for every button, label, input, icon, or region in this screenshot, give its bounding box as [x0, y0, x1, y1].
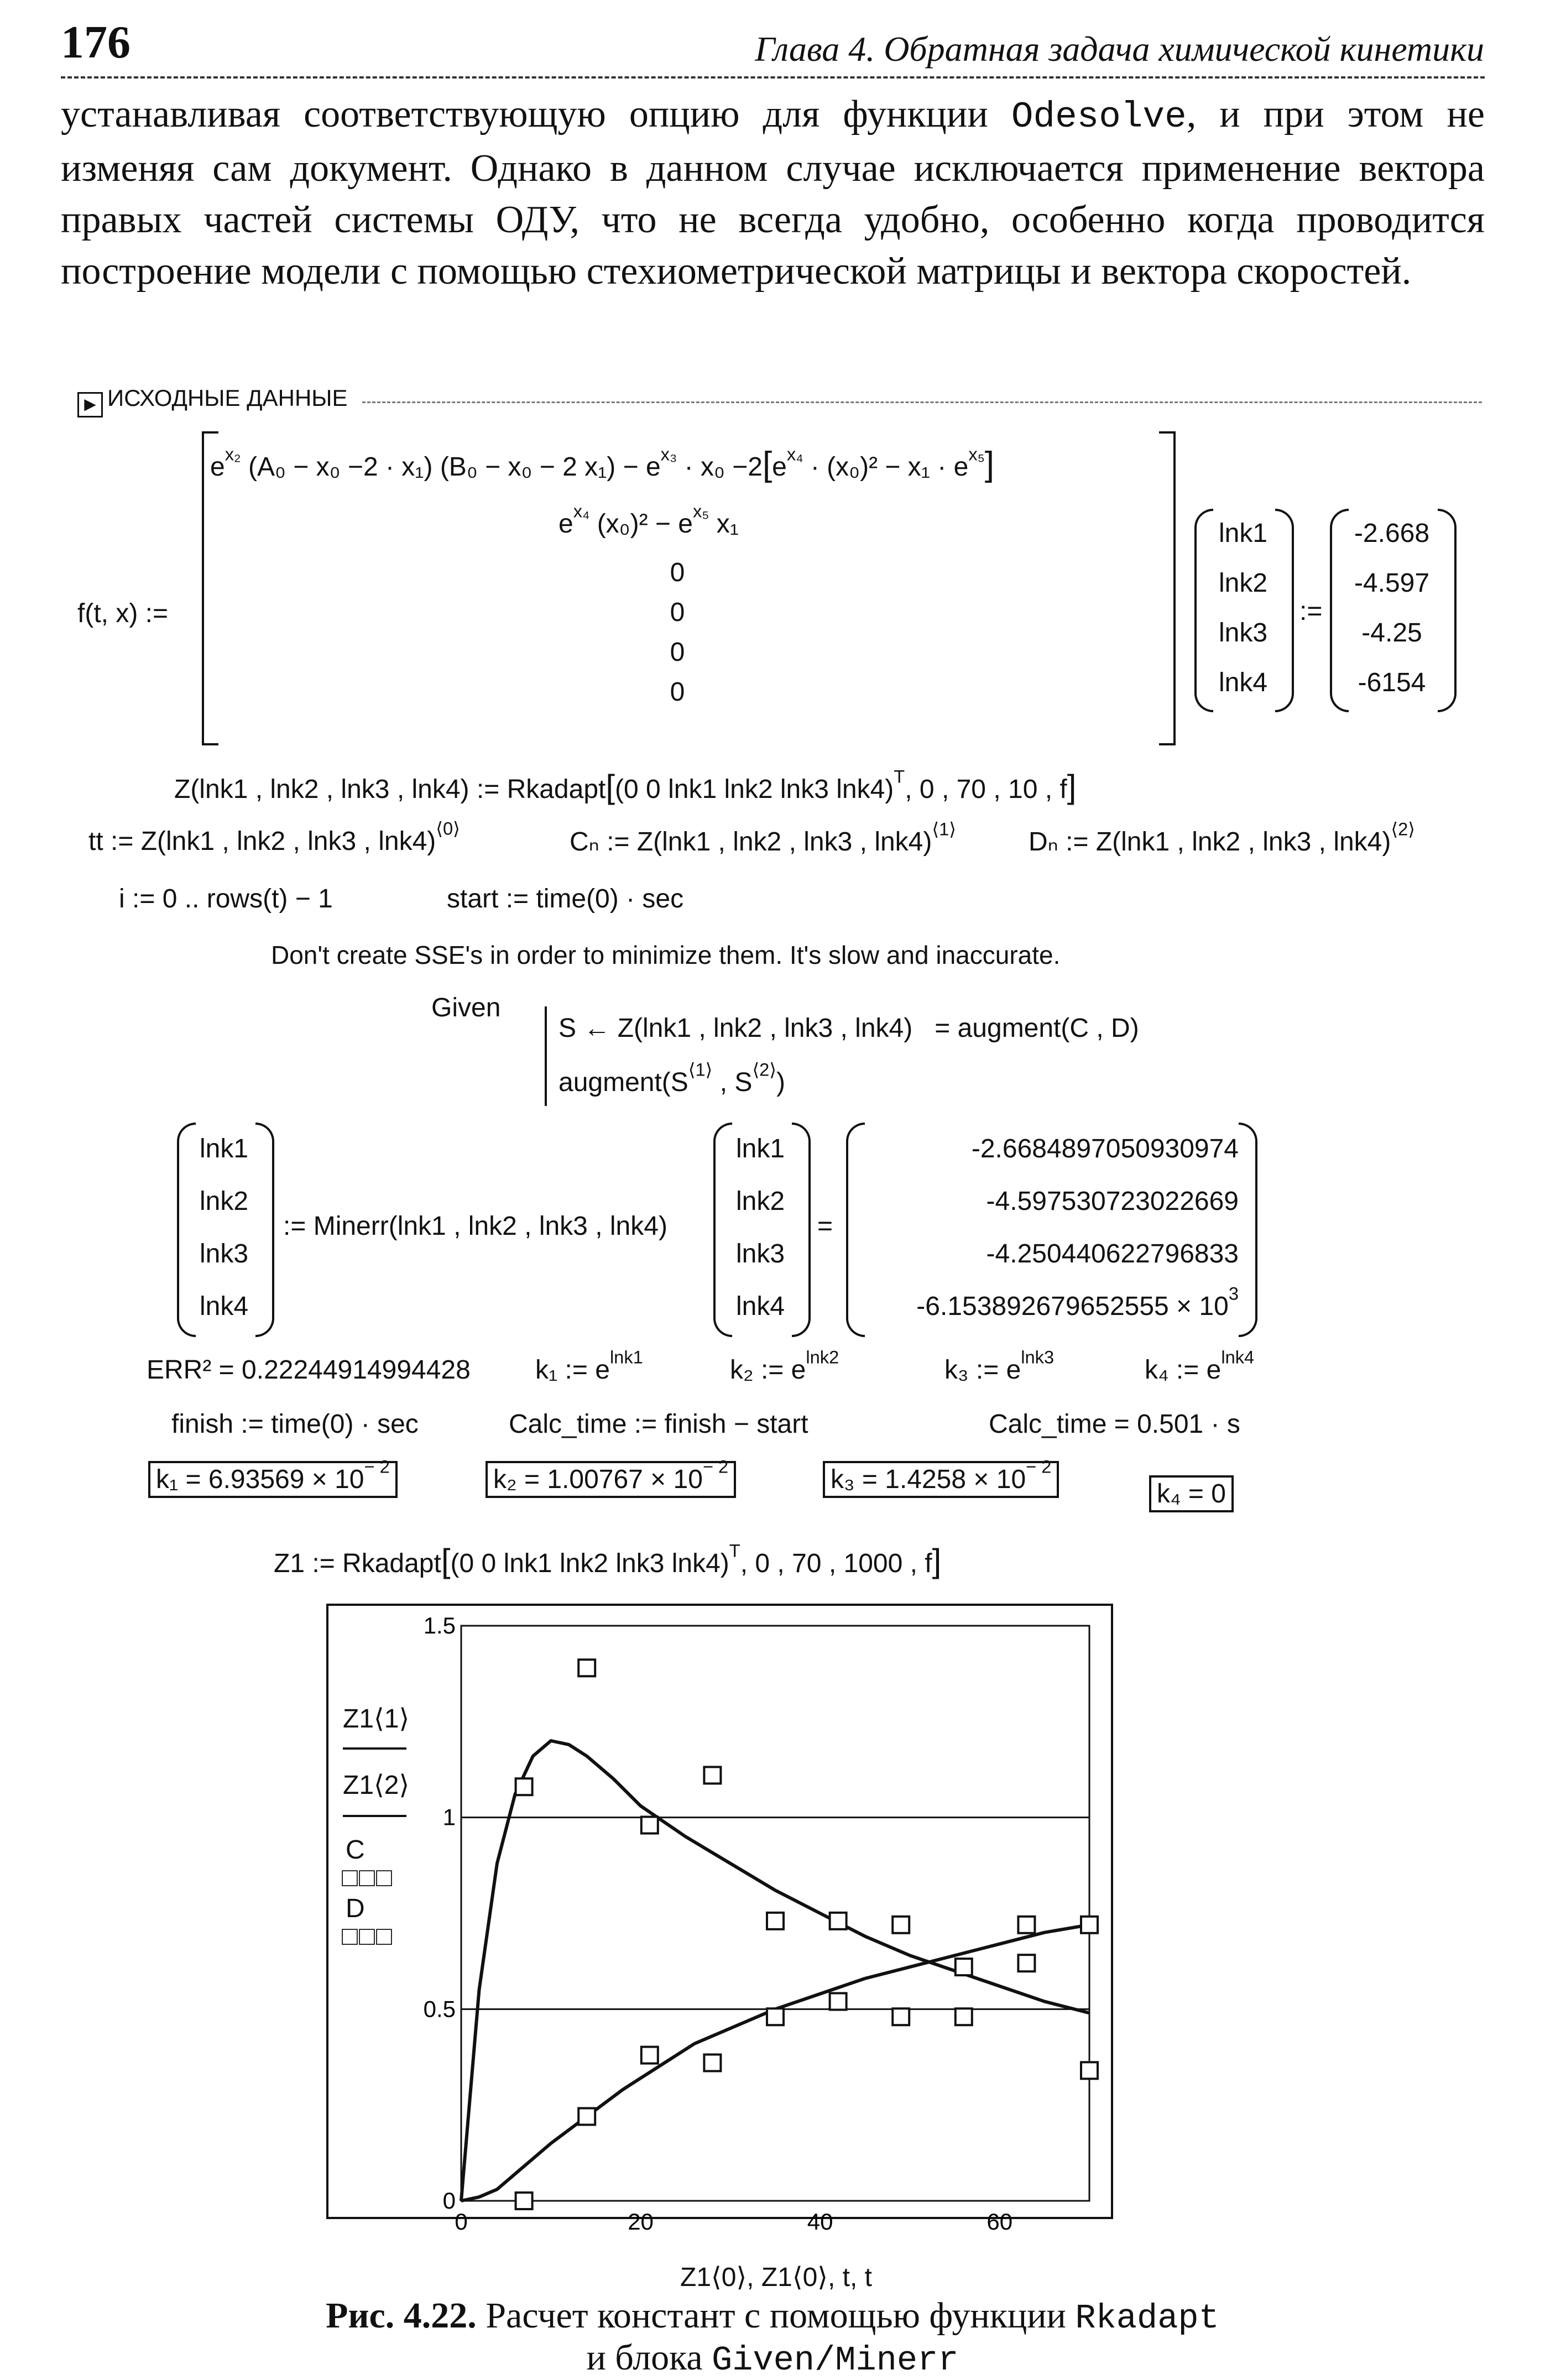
- given-label: Given: [431, 993, 501, 1022]
- minerr-lhs-name: lnk3: [199, 1239, 249, 1269]
- tt-line: tt := Z(lnk1 , lnk2 , lnk3 , lnk4)$^{⟨0⟩}$: [88, 818, 460, 856]
- figure-caption-line-2: и блока Given/Minerr: [586, 2337, 959, 2380]
- minerr-call: := Minerr(lnk1 , lnk2 , lnk3 , lnk4): [283, 1212, 667, 1241]
- data-point-marker: [641, 1817, 658, 1834]
- init-name: lnk2: [1218, 568, 1268, 598]
- data-point-marker: [767, 1913, 784, 1929]
- legend-d: D: [346, 1894, 365, 1923]
- series-line: [461, 1925, 1089, 2201]
- ode-zero: 0: [670, 558, 685, 587]
- legend-c-markers: □□□: [342, 1863, 393, 1892]
- y-tick-label: 0: [442, 2188, 456, 2214]
- figure-label: Рис. 4.22.: [326, 2295, 477, 2336]
- series-line: [461, 1741, 1089, 2201]
- ode-zero: 0: [670, 598, 685, 627]
- data-point-marker: [704, 2054, 721, 2071]
- k2-result-box: $k_2 = 1.00767 \times 10^{- 2}$: [486, 1461, 736, 1498]
- legend-line-1: [343, 1747, 406, 1750]
- legend-line-2: [343, 1815, 406, 1817]
- init-value: -4.25: [1361, 618, 1422, 648]
- paragraph-code: Odesolve: [1011, 96, 1187, 138]
- data-point-marker: [578, 2108, 595, 2125]
- x-axis-label: Z1⟨0⟩, Z1⟨0⟩, t, t: [680, 2263, 873, 2292]
- k3-def: k₃ := $e^{lnk3}$: [944, 1346, 1055, 1385]
- finish-line: finish := time(0) · sec: [171, 1410, 419, 1439]
- x-tick-label: 40: [807, 2209, 833, 2235]
- range-line: i := 0 .. rows(t) − 1: [119, 884, 333, 914]
- x-tick-label: 0: [455, 2209, 468, 2235]
- given-line-2: $augment(S^{⟨1⟩}$ , $S^{⟨2⟩}$): [559, 1059, 786, 1097]
- start-line: start := time(0) · sec: [447, 884, 684, 914]
- note-line: Don't create SSE's in order to minimize them. It's slow and inaccurate.: [271, 941, 1061, 969]
- y-tick-label: 1: [442, 1804, 456, 1830]
- minerr-mid-name: lnk3: [735, 1239, 785, 1269]
- ode-row-2: $e^{x_4}$ $(x_0)^2 - e^{x_5}$ x₁: [559, 500, 739, 539]
- dn-line: Dₙ := Z(lnk1 , lnk2 , lnk3 , lnk4)$^{⟨2⟩}$: [1029, 818, 1415, 857]
- data-point-marker: [1018, 1955, 1035, 1971]
- z-definition: Z(lnk1 , lnk2 , lnk3 , lnk4) := Rkadapt[(0 0 lnk1 lnk2 lnk3 lnk4)$^T$, 0 , 70 , 10 , f]: [174, 766, 1077, 805]
- section-title: ИСХОДНЫЕ ДАННЫЕ: [107, 385, 348, 411]
- paragraph-text-2: , и при этом не изменяя сам документ. Однако в данном случае исключается применение вектора правых частей системы ОДУ, что не всегда удобно, особенно когда проводится построение модели с помощью стехиометрической матрицы и вектора скоростей.: [61, 93, 1485, 293]
- minerr-result: -4.250440622796833: [986, 1239, 1239, 1269]
- minerr-mid-name: lnk4: [735, 1292, 785, 1321]
- init-name: lnk4: [1218, 668, 1268, 697]
- k1-def: k₁ := $e^{lnk1}$: [535, 1346, 643, 1385]
- init-name: lnk3: [1218, 618, 1268, 648]
- init-value: -2.668: [1354, 519, 1430, 548]
- k1-result-box: $k_1 = 6.93569 \times 10^{- 2}$: [148, 1461, 398, 1498]
- z1-definition: Z1 := Rkadapt[(0 0 lnk1 lnk2 lnk3 lnk4)$^T$, 0 , 70 , 1000 , f]: [274, 1540, 942, 1579]
- data-point-marker: [516, 2193, 533, 2209]
- k3-result-box: $k_3 = 1.4258 \times 10^{- 2}$: [823, 1461, 1059, 1498]
- figure-caption-line-1: Рис. 4.22. Расчет констант с помощью функции Rkadapt: [326, 2295, 1219, 2338]
- data-point-marker: [956, 2008, 972, 2025]
- data-point-marker: [892, 2008, 909, 2025]
- ode-zero: 0: [670, 638, 685, 667]
- legend-z1-2: Z1⟨2⟩: [343, 1771, 410, 1800]
- init-value: -6154: [1358, 668, 1426, 697]
- calc-time-def: Calc_time := finish − start: [509, 1410, 808, 1439]
- ode-row-1: $e^{x_2}$ (A₀ − x₀ −2 · x₁) (B₀ − x₀ − 2 $x_1) - e^{x_3} \cdot x_0 -2[e^{x_4} \cdot (x_0)^2 - x_1 \cdot e^{x_5}]$: [210, 443, 995, 483]
- minerr-lhs-name: lnk4: [199, 1292, 249, 1321]
- y-tick-label: 1.5: [423, 1612, 456, 1638]
- data-point-marker: [830, 1993, 847, 2010]
- given-line-1: S ← Z(lnk1 , lnk2 , lnk3 , lnk4) = augment(C , D): [559, 1014, 1139, 1043]
- ode-zero: 0: [670, 677, 685, 707]
- k4-def: k₄ := $e^{lnk4}$: [1145, 1346, 1255, 1385]
- data-point-marker: [516, 1778, 533, 1795]
- paragraph-text-1: устанавливая соответствующую опцию для функции: [61, 93, 1011, 135]
- minerr-lhs-name: lnk2: [199, 1187, 249, 1216]
- data-point-marker: [1081, 2062, 1098, 2079]
- legend-z1-1: Z1⟨1⟩: [343, 1704, 410, 1734]
- minerr-mid-name: lnk1: [735, 1134, 785, 1163]
- running-head: Глава 4. Обратная задача химической кинетики: [755, 29, 1484, 69]
- k2-def: k₂ := $e^{lnk2}$: [730, 1346, 839, 1385]
- data-point-marker: [641, 2047, 658, 2064]
- init-assign: :=: [1299, 597, 1323, 626]
- k4-result-box: k₄ = 0: [1149, 1475, 1234, 1512]
- minerr-mid-name: lnk2: [735, 1187, 785, 1216]
- minerr-result: -2.6684897050930974: [971, 1134, 1239, 1163]
- page-number: 176: [61, 17, 131, 68]
- minerr-result-last: $-6.153892679652555 \times 10^3$: [916, 1283, 1239, 1321]
- data-point-marker: [892, 1917, 909, 1933]
- calc-time-value: Calc_time = 0.501 · s: [989, 1410, 1240, 1439]
- data-point-marker: [1018, 1917, 1035, 1933]
- minerr-result: -4.597530723022669: [986, 1187, 1239, 1216]
- y-tick-label: 0.5: [423, 1996, 456, 2022]
- minerr-eq: =: [817, 1212, 833, 1241]
- x-tick-label: 20: [628, 2209, 654, 2235]
- init-name: lnk1: [1218, 519, 1268, 548]
- cn-line: Cₙ := Z(lnk1 , lnk2 , lnk3 , lnk4)$^{⟨1⟩}$: [570, 818, 956, 857]
- data-point-marker: [578, 1659, 595, 1676]
- triangle-right-icon[interactable]: ▶: [77, 392, 103, 417]
- legend-d-markers: □□□: [342, 1922, 393, 1951]
- data-point-marker: [830, 1913, 847, 1929]
- data-point-marker: [704, 1767, 721, 1783]
- data-point-marker: [767, 2008, 784, 2025]
- x-tick-label: 60: [986, 2209, 1013, 2235]
- err-line: ERR² = 0.22244914994428: [147, 1355, 471, 1385]
- minerr-lhs-name: lnk1: [199, 1134, 249, 1163]
- ode-lhs: f(t, x) :=: [77, 599, 169, 628]
- init-value: -4.597: [1354, 568, 1430, 598]
- legend-c: C: [346, 1835, 365, 1865]
- data-point-marker: [956, 1959, 972, 1975]
- data-point-marker: [1081, 1917, 1098, 1933]
